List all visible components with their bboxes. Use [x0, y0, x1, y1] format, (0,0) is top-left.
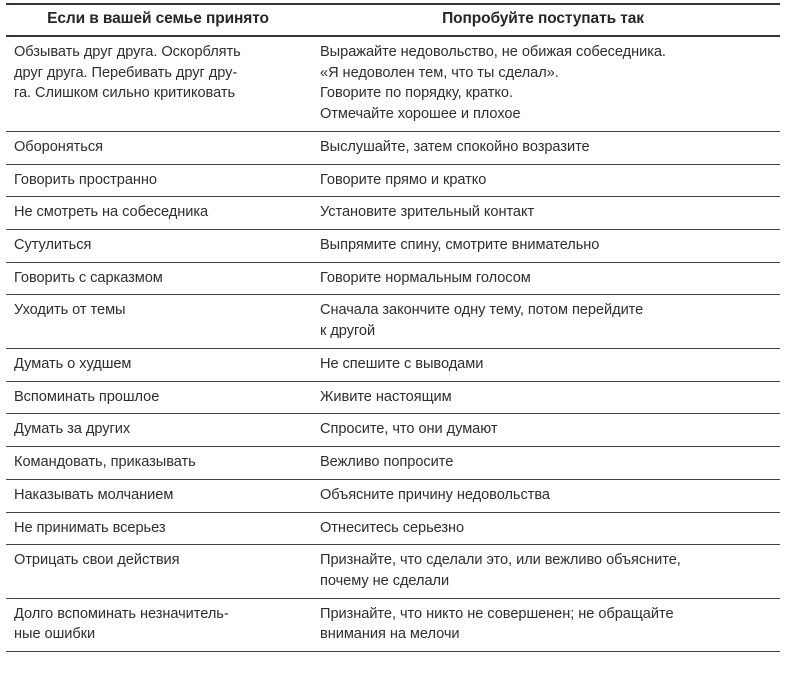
table-row	[6, 447, 780, 480]
cell-problem-behavior	[6, 598, 306, 651]
table-row	[6, 348, 780, 381]
text-line: Выпрямите спину, смотрите внимательно	[320, 237, 600, 254]
text-line: Наказывать молчанием	[14, 486, 174, 503]
table-header	[6, 4, 780, 36]
cell-problem-behavior	[6, 262, 306, 295]
text-line: Объясните причину недовольства	[320, 486, 550, 503]
text-line: Командовать, приказывать	[14, 454, 196, 471]
cell-recommended-behavior	[306, 414, 780, 447]
text-line: «Я недоволен тем, что ты сделал».	[320, 64, 559, 81]
text-line: Отрицать свои действия	[14, 552, 180, 569]
table-row	[6, 295, 780, 348]
table-row	[6, 230, 780, 263]
text-line: ные ошибки	[14, 626, 96, 643]
cell-problem-behavior	[6, 36, 306, 131]
column-header-recommended-behaviors: Попробуйте поступать так	[306, 4, 780, 36]
text-line: Долго вспоминать незначитель-	[14, 605, 229, 622]
text-line: Сначала закончите одну тему, потом перейдите	[320, 302, 644, 319]
document-body	[0, 3, 790, 681]
text-line: Вспоминать прошлое	[14, 388, 160, 405]
text-line: к другой	[320, 323, 376, 340]
text-line: Спросите, что они думают	[320, 421, 498, 438]
text-line: Выражайте недовольство, не обижая собеседника.	[320, 44, 666, 60]
comparison-table	[6, 3, 780, 652]
column-header-problem-behaviors: Если в вашей семье принято	[6, 4, 306, 36]
table-row	[6, 36, 780, 131]
table-row	[6, 414, 780, 447]
table-row	[6, 381, 780, 414]
cell-recommended-behavior	[306, 131, 780, 164]
text-line: Говорить с сарказмом	[14, 269, 163, 286]
cell-recommended-behavior	[306, 545, 780, 598]
cell-recommended-behavior	[306, 598, 780, 651]
text-line: Живите настоящим	[320, 388, 452, 405]
cell-recommended-behavior	[306, 230, 780, 263]
cell-problem-behavior	[6, 447, 306, 480]
text-line: Не принимать всерьез	[14, 519, 166, 536]
text-line: Отнеситесь серьезно	[320, 519, 465, 536]
cell-problem-behavior	[6, 348, 306, 381]
text-line: Говорите по порядку, кратко.	[320, 85, 513, 102]
cell-problem-behavior	[6, 545, 306, 598]
text-line: Не смотреть на собеседника	[14, 204, 209, 221]
table-row	[6, 131, 780, 164]
text-line: Уходить от темы	[14, 302, 126, 319]
text-line: Говорите прямо и кратко	[320, 171, 487, 188]
text-line: Говорите нормальным голосом	[320, 269, 531, 286]
cell-problem-behavior	[6, 295, 306, 348]
text-line: Обороняться	[14, 138, 103, 155]
table-row	[6, 479, 780, 512]
cell-problem-behavior	[6, 197, 306, 230]
table-row	[6, 262, 780, 295]
cell-problem-behavior	[6, 131, 306, 164]
text-line: Говорить пространно	[14, 171, 157, 188]
table-row	[6, 545, 780, 598]
cell-problem-behavior	[6, 164, 306, 197]
text-line: друг друга. Перебивать друг дру-	[14, 64, 238, 81]
cell-recommended-behavior	[306, 479, 780, 512]
cell-recommended-behavior	[306, 164, 780, 197]
cell-recommended-behavior	[306, 262, 780, 295]
table-header-row	[6, 4, 780, 36]
text-line: га. Слишком сильно критиковать	[14, 85, 236, 102]
cell-recommended-behavior	[306, 447, 780, 480]
cell-recommended-behavior	[306, 381, 780, 414]
cell-recommended-behavior	[306, 512, 780, 545]
text-line: Думать за других	[14, 421, 131, 438]
table-row	[6, 164, 780, 197]
cell-recommended-behavior	[306, 197, 780, 230]
table-row	[6, 197, 780, 230]
cell-recommended-behavior	[306, 348, 780, 381]
text-line: Установите зрительный контакт	[320, 204, 535, 221]
text-line: Признайте, что сделали это, или вежливо объясните,	[320, 552, 681, 569]
text-line: Вежливо попросите	[320, 454, 454, 471]
table-row	[6, 512, 780, 545]
table-body	[6, 36, 780, 652]
cell-problem-behavior	[6, 414, 306, 447]
text-line: Не спешите с выводами	[320, 355, 484, 372]
text-line: Обзывать друг друга. Оскорблять	[14, 44, 241, 60]
table-row	[6, 598, 780, 651]
cell-problem-behavior	[6, 230, 306, 263]
text-line: Выслушайте, затем спокойно возразите	[320, 138, 590, 155]
cell-problem-behavior	[6, 381, 306, 414]
text-line: Думать о худшем	[14, 355, 132, 372]
text-line: почему не сделали	[320, 572, 450, 589]
cell-problem-behavior	[6, 512, 306, 545]
cell-recommended-behavior	[306, 295, 780, 348]
cell-problem-behavior	[6, 479, 306, 512]
text-line: Отмечайте хорошее и плохое	[320, 106, 521, 123]
text-line: Сутулиться	[14, 237, 92, 254]
text-line: внимания на мелочи	[320, 626, 460, 643]
text-line: Признайте, что никто не совершенен; не обращайте	[320, 605, 674, 622]
cell-recommended-behavior	[306, 36, 780, 131]
